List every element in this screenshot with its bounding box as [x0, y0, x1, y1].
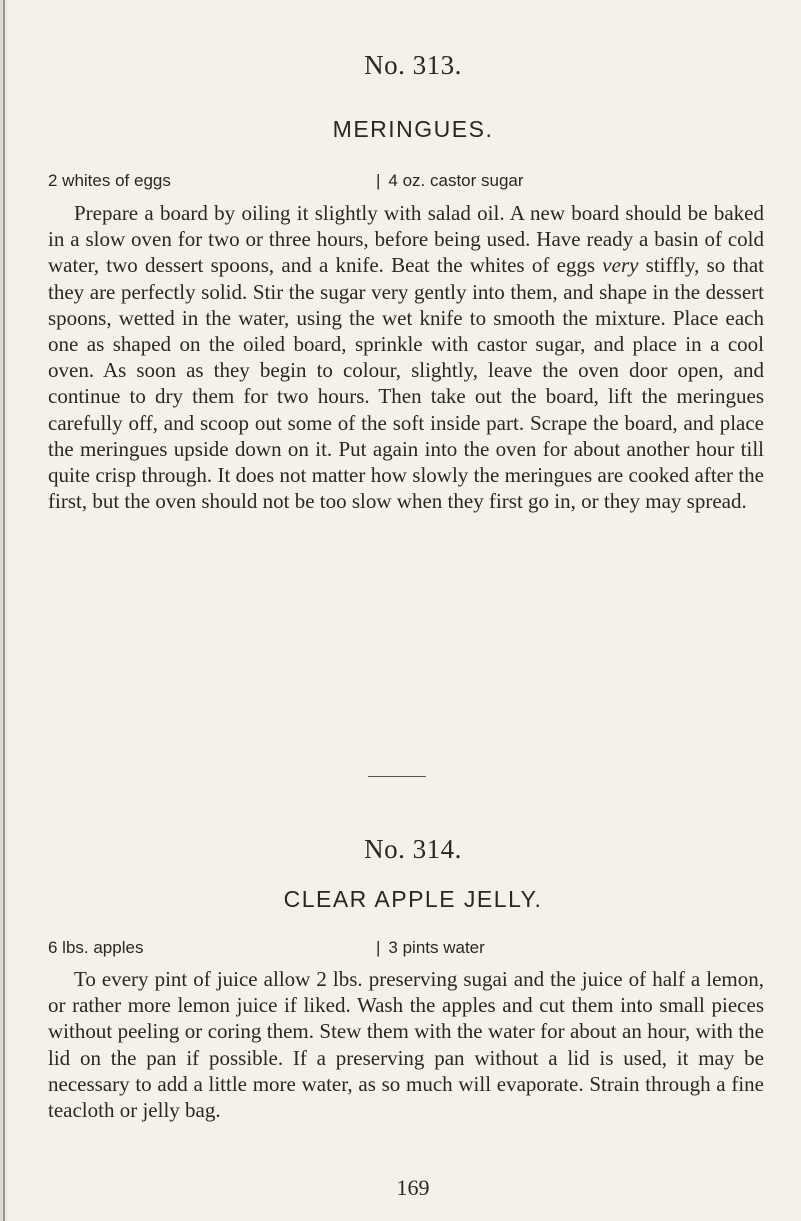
page-number: 169 [396, 1175, 430, 1200]
body-text-emphasis: very [602, 253, 639, 278]
recipe-number-313: No. 313. [364, 50, 462, 80]
recipe-title-apple-jelly: CLEAR APPLE JELLY. [283, 886, 543, 912]
body-text-part-2: stiffly, so that they are perfectly solid. Stir the sugar very gently into them, and shape in the dessert spoons, wetted in the water, using the wet knife to smooth the mixture. Place each one as shaped on the oiled board, sprinkle with castor sugar, and place in a cool oven. As soon as they begin to colour, slightly, leave the oven door open, and continue to dry them for two hours. Then take out the board, lift the meringues carefully off, and scoop out some of the soft inside part. Scrape the board, and place the meringues upside down on it. Put again into the oven for about another hour till quite crisp through. It does not matter how slowly the meringues are cooked after the first, but the oven should not be too slow when they first go in, or they may spread. [48, 253, 764, 514]
recipe-title-meringues: MERINGUES. [332, 116, 494, 142]
ingredient-castor-sugar: | 4 oz. castor sugar [376, 171, 524, 191]
ingredient-water: | 3 pints water [376, 938, 485, 958]
recipe-number-314: No. 314. [364, 834, 462, 864]
section-divider [368, 776, 426, 777]
ingredient-egg-whites: 2 whites of eggs [48, 171, 171, 190]
binding-line [3, 0, 5, 1221]
body-text-part-1: Prepare a board by oiling it slightly with salad oil. A new board should be baked in a slow oven for two or three hours, before being used. Have ready a basin of cold water, two dessert spoons, and a knife. Beat the whites of eggs [48, 201, 764, 278]
recipe-body-313 [48, 200, 764, 514]
recipe-body-314: To every pint of juice allow 2 lbs. preserving sugai and the juice of half a lemon, or rather more lemon juice if liked. Wash the apples and cut them into small pieces without peeling or coring them. Stew them with the water for about an hour, with the lid on the pan if possible. If a preserving pan without a lid is used, it may be necessary to add a little more water, as so much will evaporate. Strain through a fine teacloth or jelly bag. [48, 967, 764, 1123]
ingredient-apples: 6 lbs. apples [48, 938, 144, 957]
book-spine-edge [0, 0, 10, 1221]
